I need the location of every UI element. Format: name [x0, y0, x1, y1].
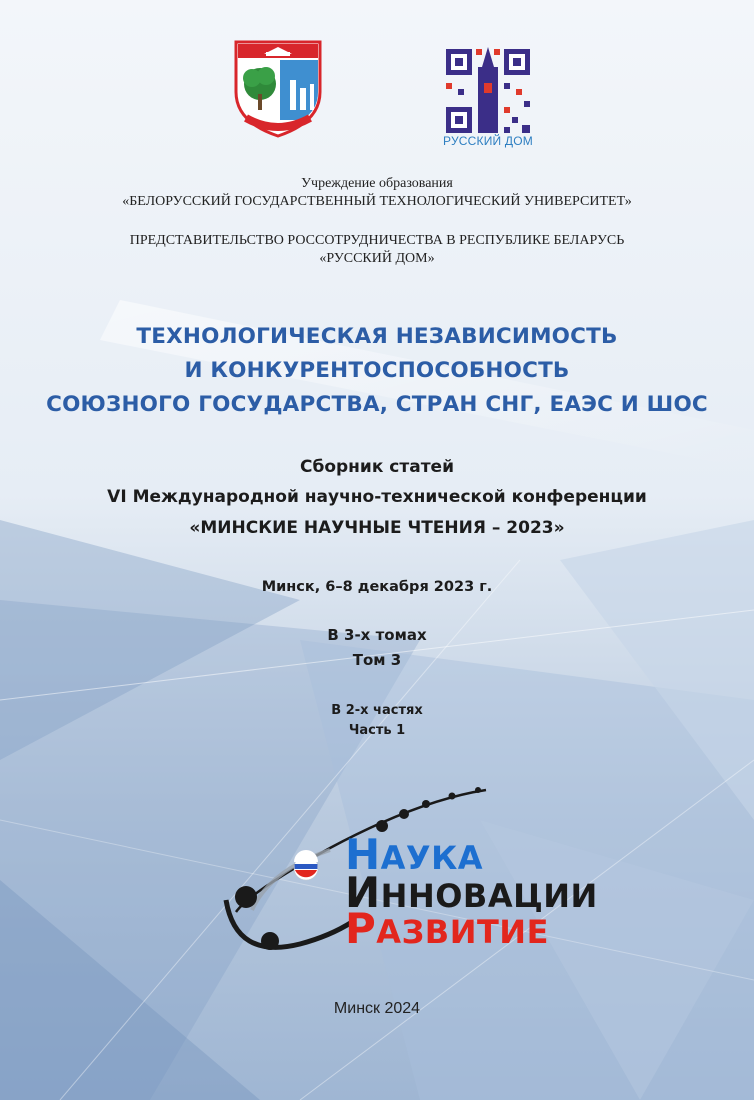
- russian-house-caption: РУССКИЙ ДОМ: [443, 134, 533, 148]
- representation-line-2: «РУССКИЙ ДОМ»: [319, 251, 435, 266]
- university-name: «БЕЛОРУССКИЙ ГОСУДАРСТВЕННЫЙ ТЕХНОЛОГИЧЕСКИЙ УНИВЕРСИТЕТ»: [122, 194, 632, 209]
- publication-place-year: Минск 2024: [333, 1000, 421, 1017]
- brand-word-nauka: НАУКА: [345, 830, 484, 879]
- brand-word-razvitie: РАЗВИТИЕ: [345, 904, 549, 953]
- collection-line-3: «МИНСКИЕ НАУЧНЫЕ ЧТЕНИЯ – 2023»: [189, 518, 565, 538]
- collection-line-2: VI Международной научно-технической конференции: [107, 487, 647, 507]
- parts-total: В 2-х частях: [331, 703, 423, 718]
- volumes-total: В 3-х томах: [327, 626, 427, 644]
- institution-type: Учреждение образования: [301, 176, 453, 191]
- place-date: Минск, 6–8 декабря 2023 г.: [261, 579, 493, 595]
- main-title-line-2: И КОНКУРЕНТОСПОСОБНОСТЬ: [184, 358, 570, 383]
- representation-line-1: ПРЕДСТАВИТЕЛЬСТВО РОССОТРУДНИЧЕСТВА В РЕСПУБЛИКЕ БЕЛАРУСЬ: [129, 233, 625, 248]
- volume-current: Том 3: [352, 651, 402, 669]
- collection-line-1: Сборник статей: [299, 457, 454, 477]
- part-current: Часть 1: [348, 723, 406, 738]
- main-title-line-1: ТЕХНОЛОГИЧЕСКАЯ НЕЗАВИСИМОСТЬ: [136, 324, 618, 349]
- brand-word-innovatsii: ИННОВАЦИИ: [345, 868, 598, 917]
- main-title-line-3: СОЮЗНОГО ГОСУДАРСТВА, СТРАН СНГ, ЕАЭС И ШОС: [46, 392, 708, 417]
